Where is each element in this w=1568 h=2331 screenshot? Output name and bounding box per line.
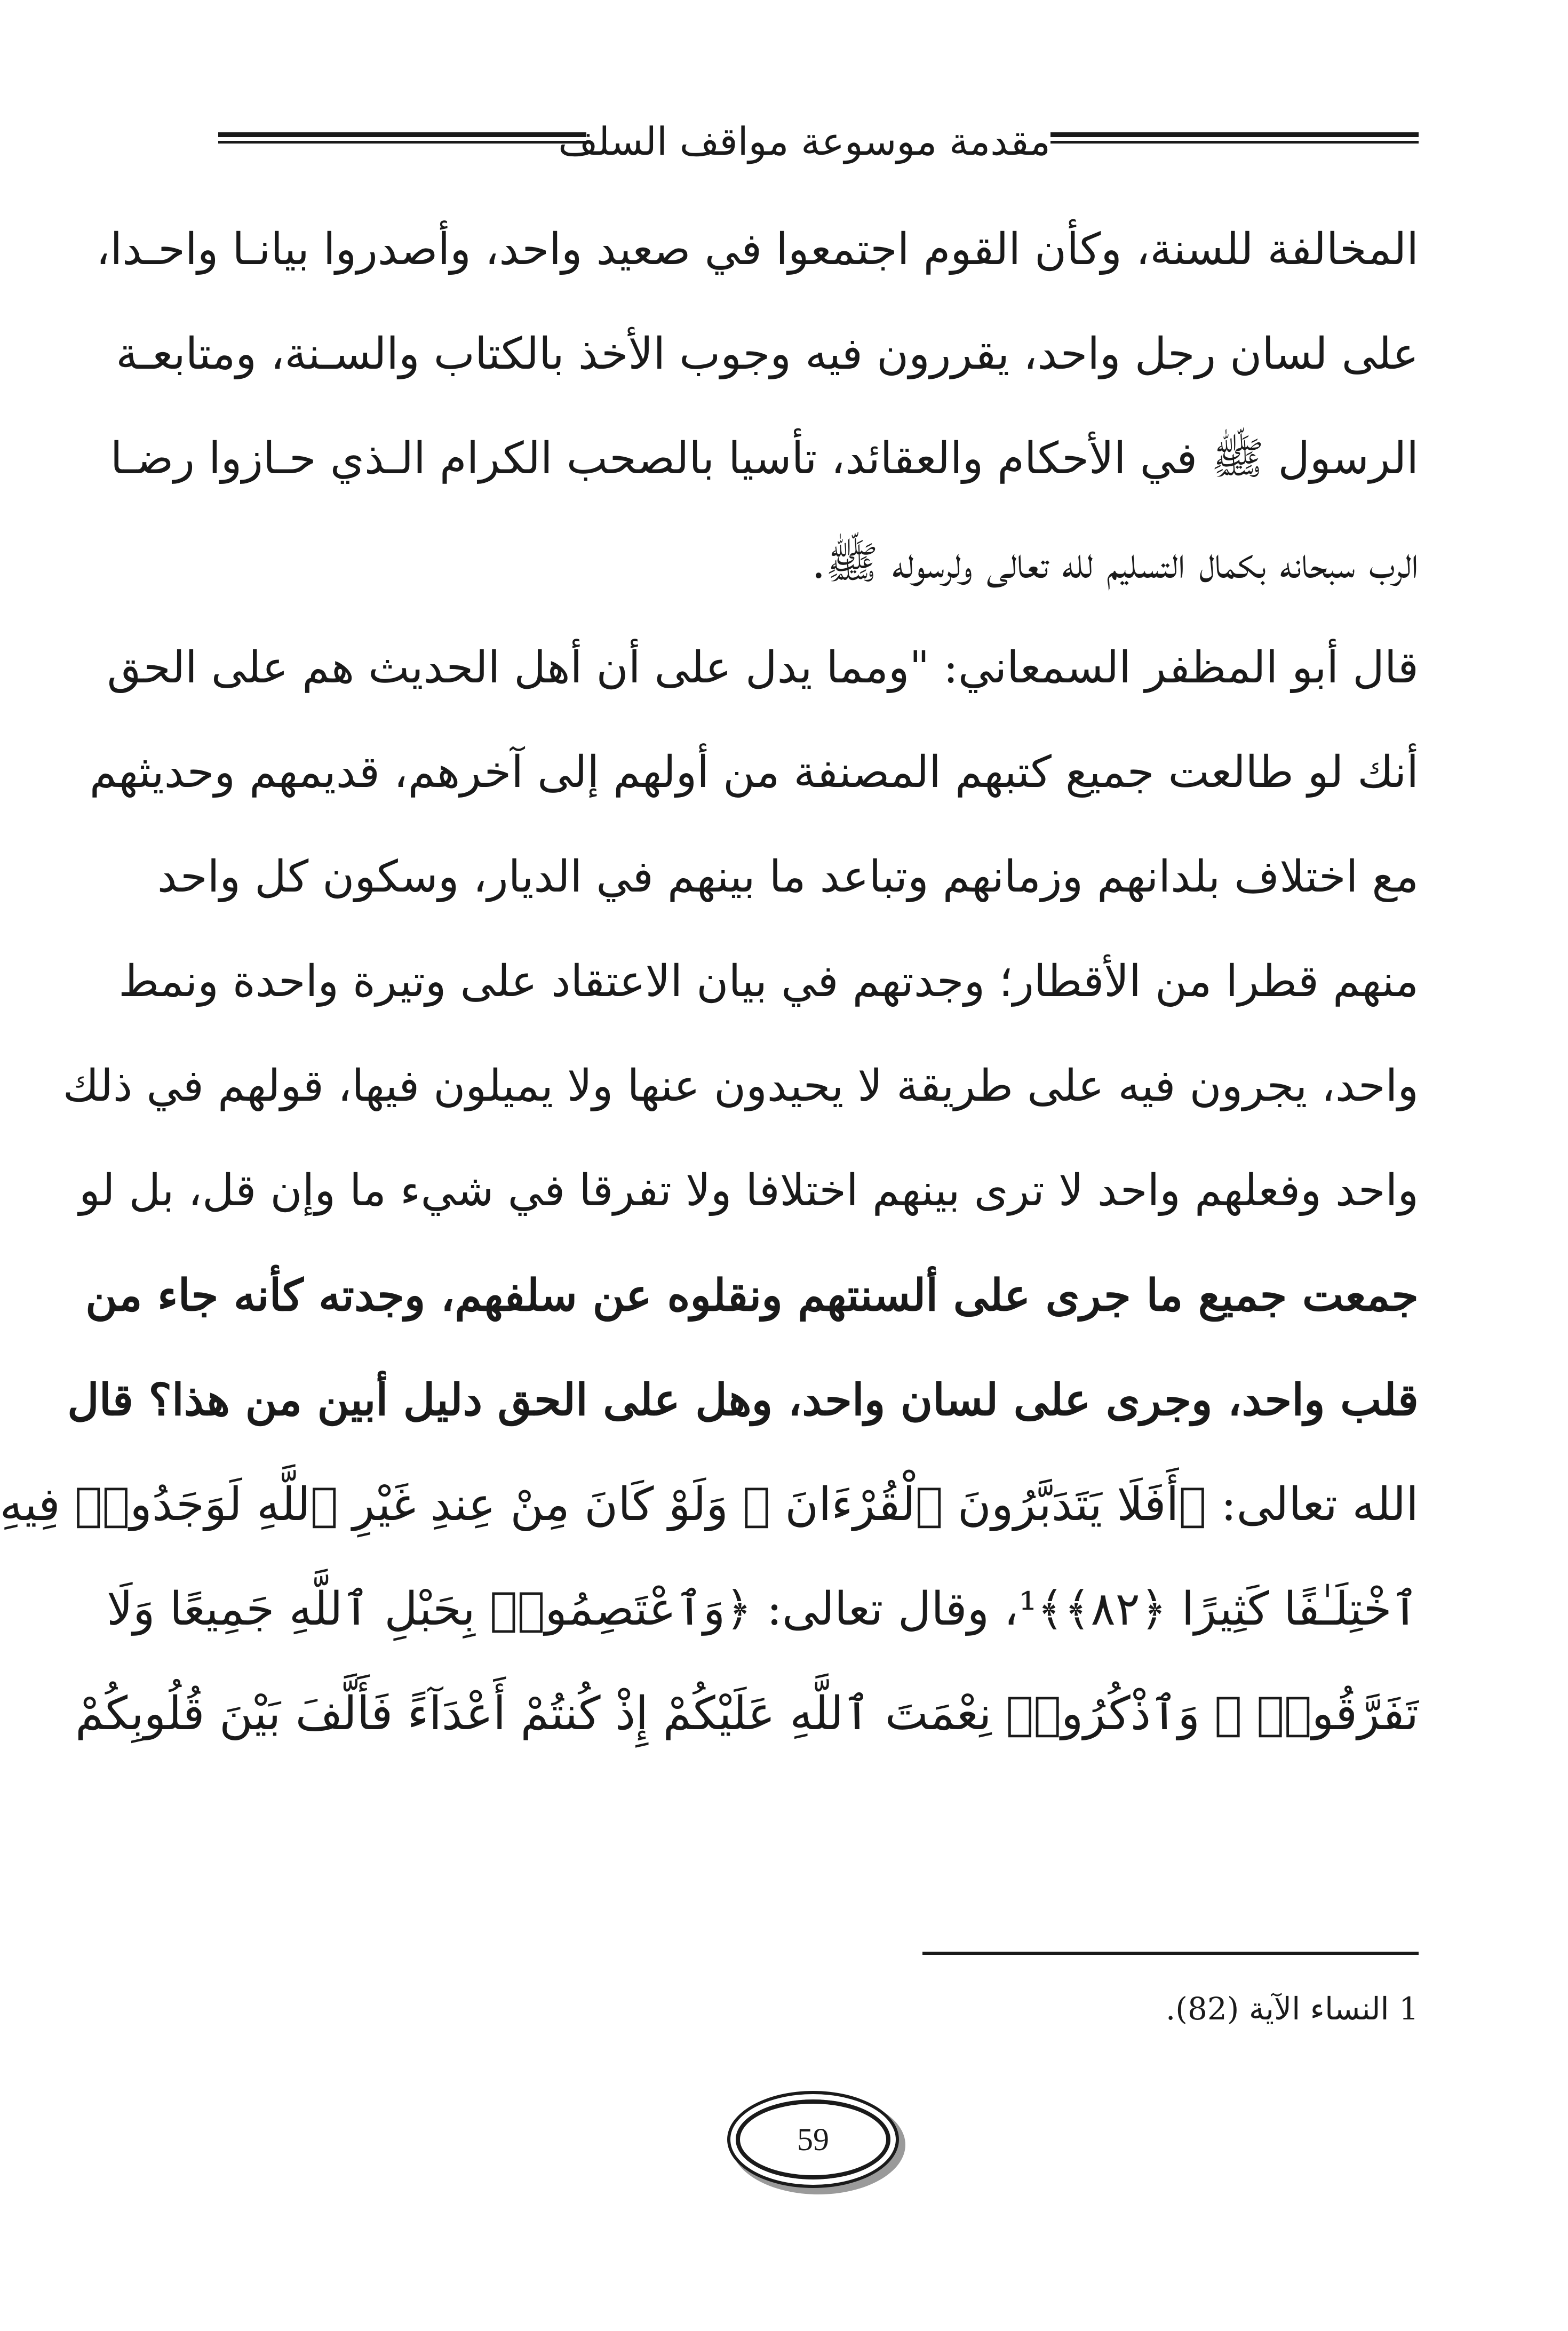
text-line-3: الرسول ﷺ في الأحكام والعقائد، تأسيا بالصحب الكرام الـذي حـازوا رضـا [110,433,1419,484]
text-line-7: مع اختلاف بلدانهم وزمانهم وتباعد ما بينهم في الديار، وسكون كل واحد [157,852,1419,902]
text-line-6: أنك لو طالعت جميع كتبهم المصنفة من أولهم إلى آخرهم، قديمهم وحديثهم [89,747,1419,798]
quran-verse-line-3: تَفَرَّقُوا۟ ۚ وَٱذْكُرُوا۟ نِعْمَتَ ٱللَّهِ عَلَيْكُمْ إِذْ كُنتُمْ أَعْدَآءً فَأَلَّفَ بَيْنَ قُلُوبِكُمْ [75,1687,1419,1740]
footnote-divider [922,1952,1419,1955]
text-line-5: قال أبو المظفر السمعاني: "ومما يدل على أن أهل الحديث هم على الحق [107,642,1419,693]
quran-verse-line-2: ٱخْتِلَـٰفًا كَثِيرًا ﴿٨٢﴾﴾¹، وقال تعالى: ﴿وَٱعْتَصِمُوا۟ بِحَبْلِ ٱللَّهِ جَمِيعًا وَلَا [106,1582,1419,1636]
text-line-10: واحد وفعلهم واحد لا ترى بينهم اختلافا ولا تفرقا في شيء ما وإن قل، بل لو [79,1165,1419,1216]
page-number-ornament [736,2099,890,2179]
text-line-1: المخالفة للسنة، وكأن القوم اجتمعوا في صعيد واحد، وأصدروا بيانـا واحـدا، [95,224,1419,275]
running-header [218,112,1419,171]
quran-verse-line-1: الله تعالى: ﴿أَفَلَا يَتَدَبَّرُونَ ٱلْقُرْءَانَ ۚ وَلَوْ كَانَ مِنْ عِندِ غَيْرِ ٱللَّهِ لَوَجَدُوا۟ فِيهِ [0,1478,1419,1531]
text-line-2: على لسان رجل واحد، يقررون فيه وجوب الأخذ بالكتاب والسـنة، ومتابعـة [116,329,1419,379]
text-line-8: منهم قطرا من الأقطار؛ وجدتهم في بيان الاعتقاد على وتيرة واحدة ونمط [118,956,1419,1007]
header-rule-left [218,132,586,144]
book-title: مقدمة موسوعة مواقف السلف [558,119,1050,164]
page-body [0,197,1419,1766]
footnote: 1 النساء الآية (82). [1165,1991,1419,2027]
text-line-9: واحد، يجرون فيه على طريقة لا يحيدون عنها ولا يميلون فيها، قولهم في ذلك [62,1061,1419,1111]
text-line-12: قلب واحد، وجرى على لسان واحد، وهل على الحق دليل أبين من هذا؟ قال [67,1374,1419,1426]
page-number: 59 [797,2121,829,2157]
text-line-4: الرب سبحانه بكمال التسليم لله تعالى ولرسوله ﷺ. [811,538,1419,588]
header-rule-right [1050,132,1419,144]
text-line-11: جمعت جميع ما جرى على ألسنتهم ونقلوه عن سلفهم، وجدته كأنه جاء من [85,1270,1419,1321]
